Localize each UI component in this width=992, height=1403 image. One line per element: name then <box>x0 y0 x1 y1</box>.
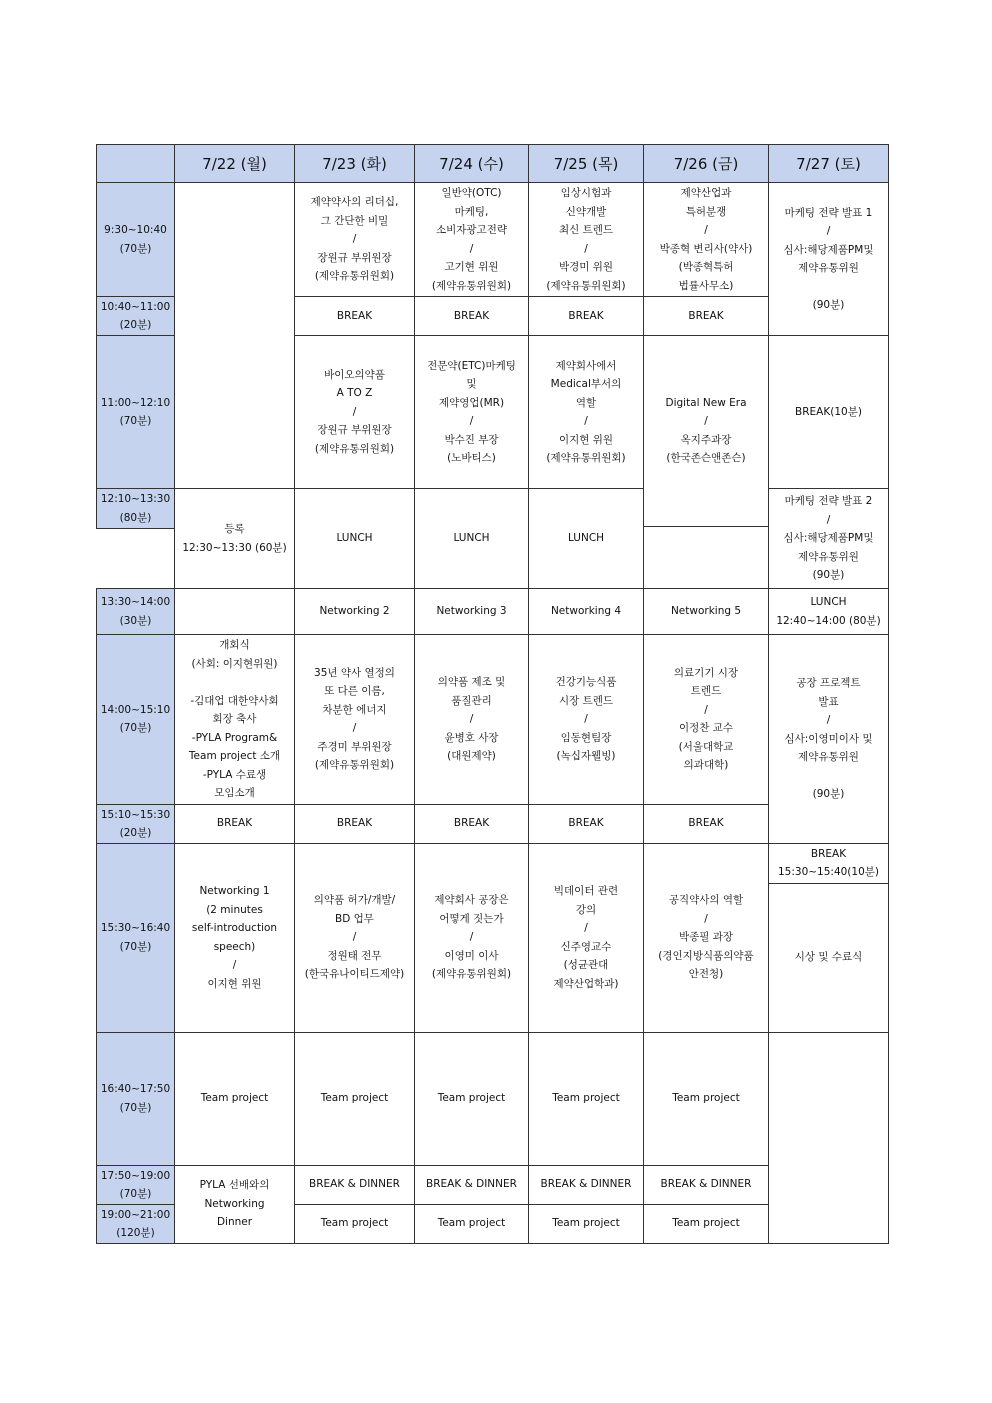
tue-session-1-line: (제약유통위원회) <box>314 270 395 283</box>
sat-session-1-line: / <box>826 225 831 237</box>
thu-session-4-line: 신주영교수 <box>560 940 612 953</box>
sat-lunch-line: 12:40~14:00 (80분) <box>776 614 881 627</box>
wed-session-2-line: 박수진 부장 <box>444 433 499 446</box>
time-slot-1900-line: 19:00~21:00 <box>100 1208 171 1221</box>
tue-session-3-line: / <box>352 722 357 735</box>
time-slot-0930-line: (70분) <box>119 242 152 255</box>
sat-session-1-line <box>771 278 886 297</box>
time-slot-1750-line: (70분) <box>119 1187 152 1200</box>
tue-lunch-line: LUNCH <box>336 532 373 545</box>
tue-session-3-line: 35년 약사 열정의 <box>314 666 395 679</box>
tue-networking-line: Networking 2 <box>319 605 390 618</box>
time-slot-1510-line: 15:10~15:30 <box>100 808 171 821</box>
thu-session-1-line: (제약유통위원회) <box>546 279 626 292</box>
mon-opening-ceremony-line: 회장 축사 <box>212 713 257 725</box>
wed-break-2 <box>415 804 529 843</box>
time-slot-1330-line: (30분) <box>119 614 152 627</box>
fri-session-3-line: (서울대학교 <box>678 740 734 753</box>
mon-networking-1-line: / <box>232 959 237 971</box>
tue-dinner-line: BREAK & DINNER <box>309 1178 400 1191</box>
tue-session-3-line: 또 다른 이름, <box>324 685 385 698</box>
tue-networking <box>295 589 415 635</box>
thu-networking-line: Networking 4 <box>550 605 622 618</box>
thu-session-2-line: / <box>584 415 588 427</box>
mon-opening-ceremony-line <box>177 673 292 692</box>
fri-session-3 <box>644 635 769 805</box>
wed-session-2-line: 및 <box>466 378 477 390</box>
sat-session-1-line: 마케팅 전략 발표 1 <box>784 206 873 219</box>
wed-session-3 <box>415 635 529 805</box>
fri-team-project-evening <box>644 1204 769 1243</box>
thu-team-project-evening-line: Team project <box>552 1217 620 1230</box>
thu-team-project <box>529 1032 644 1165</box>
wed-session-4-line: 어떻게 짓는가 <box>439 912 504 925</box>
sat-session-2 <box>769 489 889 589</box>
fri-session-2-line: (한국존슨앤존슨) <box>666 452 746 465</box>
time-slot-1530-line: (70분) <box>119 940 152 953</box>
mon-networking-dinner-line: Networking <box>204 1197 265 1210</box>
time-slot-1040-line: (20분) <box>119 319 152 331</box>
mon-networking-dinner-line: Dinner <box>216 1216 253 1229</box>
tue-session-2-line: A TO Z <box>336 387 373 400</box>
tue-team-project-evening-line: Team project <box>320 1217 389 1230</box>
tue-session-3-line: 차분한 에너지 <box>322 703 387 716</box>
fri-break-1 <box>644 297 769 336</box>
mon-team-project <box>175 1032 295 1165</box>
thu-session-4-line: (성균관대 <box>563 959 609 971</box>
mon-registration-line: 등록 <box>224 523 245 535</box>
thu-lunch-line: LUNCH <box>567 532 605 545</box>
thu-session-2-line: 역할 <box>575 396 597 409</box>
wed-lunch-line: LUNCH <box>453 532 490 545</box>
sat-break-1-line: BREAK(10분) <box>795 405 862 418</box>
mon-break-line: BREAK <box>216 817 253 830</box>
sat-session-3-line: 발표 <box>818 695 839 708</box>
day-header-sat: 7/27 (토) <box>769 145 889 183</box>
tue-team-project-line: Team project <box>320 1092 389 1105</box>
thu-session-2-line: 이지현 위원 <box>558 433 614 446</box>
tue-session-2-line: 바이오의약품 <box>324 368 385 381</box>
thu-session-4-line: 강의 <box>575 903 597 916</box>
thu-dinner <box>529 1165 644 1204</box>
tue-session-4-line: / <box>352 931 357 944</box>
thu-session-2 <box>529 336 644 489</box>
wed-session-2-line: 제약영업(MR) <box>438 396 505 409</box>
thu-lunch <box>529 489 644 589</box>
mon-opening-ceremony-line: Team project 소개 <box>188 750 281 762</box>
mon-networking-dinner-line: PYLA 선배와의 <box>199 1179 270 1192</box>
mon-opening-ceremony-line: -PYLA 수료생 <box>202 768 267 781</box>
wed-session-3-line: (대원제약) <box>447 750 496 762</box>
thu-break-1 <box>529 297 644 336</box>
fri-break-1-line: BREAK <box>688 309 724 322</box>
wed-session-4-line: (제약유통위원회) <box>431 968 512 981</box>
tue-lunch <box>295 489 415 589</box>
time-slot-1640-line: 16:40~17:50 <box>100 1083 171 1095</box>
wed-dinner-line: BREAK & DINNER <box>426 1178 517 1191</box>
fri-break-2 <box>644 804 769 843</box>
sat-break-2 <box>769 843 889 883</box>
wed-break-1-line: BREAK <box>453 309 490 322</box>
sat-empty-evening <box>769 1032 889 1243</box>
sat-lunch-line: LUNCH <box>810 596 847 608</box>
wed-session-1-line: 고기현 위원 <box>444 261 499 273</box>
sat-session-1-line: (90분) <box>812 299 845 311</box>
sat-break-2-line: 15:30~15:40(10분) <box>777 866 879 878</box>
fri-session-4-line: (경인지방식품의약품 <box>658 949 754 962</box>
thu-session-3-line: / <box>584 713 588 725</box>
wed-session-2-line: 전문약(ETC)마케팅 <box>427 359 516 372</box>
sat-closing-ceremony <box>769 883 889 1032</box>
sat-break-2-line: BREAK <box>810 847 847 860</box>
time-slot-1330-line: 13:30~14:00 <box>100 596 171 608</box>
thu-session-3-line: 임동현팀장 <box>560 731 612 744</box>
day-header-wed: 7/24 (수) <box>415 145 529 183</box>
mon-opening-ceremony-line: 모임소개 <box>214 787 255 799</box>
time-slot-1400-line: 14:00~15:10 <box>100 703 171 716</box>
sat-session-3-line: 심사:이영미이사 및 <box>784 732 873 745</box>
time-slot-0930-line: 9:30~10:40 <box>104 224 167 236</box>
time-slot-1040-line: 10:40~11:00 <box>100 301 171 313</box>
mon-team-project-line: Team project <box>200 1092 269 1105</box>
wed-session-3-line: 의약품 제조 및 <box>437 676 506 688</box>
tue-session-4-line: BD 업무 <box>335 912 374 925</box>
fri-team-project-evening-line: Team project <box>672 1217 740 1230</box>
time-slot-1040 <box>97 297 175 336</box>
day-header-mon: 7/22 (월) <box>175 145 295 183</box>
time-slot-1510-line: (20분) <box>119 826 152 839</box>
tue-session-1-line: 그 간단한 비밀 <box>320 214 389 227</box>
thu-team-project-evening <box>529 1204 644 1243</box>
sat-break-1 <box>769 336 889 489</box>
thu-session-3-line: 건강기능식품 <box>555 676 617 688</box>
thu-session-4-line: 빅데이터 관련 <box>553 885 619 897</box>
day-header-fri: 7/26 (금) <box>644 145 769 183</box>
mon-networking-1-line: self-introduction <box>191 922 278 934</box>
thu-break-2 <box>529 804 644 843</box>
wed-session-3-line: 윤병호 사장 <box>444 731 499 744</box>
wed-break-1 <box>415 297 529 336</box>
fri-session-4-line: 공직약사의 역할 <box>668 894 744 907</box>
time-slot-1750-line: 17:50~19:00 <box>100 1169 171 1182</box>
wed-session-4-line: 이영미 이사 <box>444 949 499 962</box>
tue-session-4-line: (한국유나이티드제약) <box>304 968 405 981</box>
tue-session-4 <box>295 843 415 1032</box>
mon-networking-1-line: speech) <box>213 940 256 953</box>
mon-opening-ceremony <box>175 635 295 805</box>
thu-break-2-line: BREAK <box>568 817 604 830</box>
time-slot-1400-line: (70분) <box>119 722 152 735</box>
thu-session-1-line: 박경미 위원 <box>558 261 614 273</box>
wed-session-1-line: (제약유통위원회) <box>431 279 512 292</box>
thu-session-1-line: 최신 트렌드 <box>558 224 614 236</box>
sat-session-2-line: 심사:해당제품PM및 <box>783 532 874 545</box>
sat-session-2-line: / <box>826 513 831 526</box>
thu-session-2-line: Medical부서의 <box>550 378 622 390</box>
wed-lunch <box>415 489 529 589</box>
sat-session-3-line <box>771 767 886 786</box>
tue-session-2-line: 장원규 부위원장 <box>317 424 392 437</box>
fri-session-3-line: 트렌드 <box>690 685 722 698</box>
tue-session-3 <box>295 635 415 805</box>
mon-networking-1-line: Networking 1 <box>199 885 270 897</box>
sat-session-1-line: 제약유통위원 <box>798 262 859 274</box>
mon-opening-ceremony-line: -김대업 대한약사회 <box>190 694 279 707</box>
fri-session-4 <box>644 843 769 1032</box>
sat-closing-ceremony-line: 시상 및 수료식 <box>794 951 863 964</box>
mon-opening-ceremony-line: 개회식 <box>219 639 250 651</box>
fri-dinner-line: BREAK & DINNER <box>660 1178 752 1191</box>
thu-session-1-line: / <box>584 242 588 255</box>
fri-session-1-line: 박종혁 변리사(약사) <box>659 242 753 255</box>
time-slot-1900-line: (120분) <box>116 1226 155 1239</box>
sat-session-3-line: 공장 프로젝트 <box>796 677 861 689</box>
sat-session-3 <box>769 635 889 844</box>
thu-session-1-line: 임상시험과 <box>560 187 612 199</box>
thu-break-1-line: BREAK <box>568 309 604 322</box>
time-slot-0930 <box>97 183 175 297</box>
mon-opening-ceremony-line: -PYLA Program& <box>191 731 278 744</box>
tue-break-2 <box>295 804 415 843</box>
day-header-thu: 7/25 (목) <box>529 145 644 183</box>
mon-empty-morning <box>175 183 295 489</box>
fri-session-4-line: 안전청) <box>688 968 724 981</box>
mon-networking-1-line: (2 minutes <box>206 903 263 916</box>
mon-break <box>175 804 295 843</box>
fri-break-2-line: BREAK <box>688 817 724 830</box>
mon-empty-1330 <box>175 589 295 635</box>
wed-break-2-line: BREAK <box>453 817 490 830</box>
fri-session-4-line: 박종필 과장 <box>678 931 734 944</box>
wed-session-4-line: 제약회사 공장은 <box>434 894 509 907</box>
tue-session-1-line: 제약약사의 리더십, <box>310 196 399 209</box>
fri-session-1 <box>644 183 769 297</box>
tue-session-1-line: / <box>352 233 357 246</box>
thu-team-project-line: Team project <box>552 1092 620 1105</box>
fri-session-3-line: 이정찬 교수 <box>678 722 734 735</box>
day-header-tue: 7/23 (화) <box>295 145 415 183</box>
fri-session-2-line: 옥지주과장 <box>680 433 732 446</box>
tue-team-project-evening <box>295 1204 415 1243</box>
time-slot-1640 <box>97 1032 175 1165</box>
wed-session-3-line: 품질관리 <box>451 694 492 707</box>
time-slot-1510 <box>97 804 175 843</box>
sat-lunch <box>769 589 889 635</box>
schedule-table <box>96 144 889 1244</box>
sat-session-3-line: 제약유통위원 <box>798 751 859 763</box>
thu-session-2-line: (제약유통위원회) <box>546 452 626 464</box>
thu-session-4-line: / <box>584 922 588 934</box>
fri-team-project <box>644 1032 769 1165</box>
sat-session-2-line: (90분) <box>812 569 845 582</box>
time-slot-1530 <box>97 843 175 1032</box>
wed-session-1 <box>415 183 529 297</box>
wed-networking <box>415 589 529 635</box>
tue-session-4-line: 의약품 허가/개발/ <box>313 894 396 907</box>
mon-networking-dinner <box>175 1165 295 1243</box>
wed-session-2 <box>415 336 529 489</box>
time-slot-1100 <box>97 336 175 489</box>
fri-networking <box>644 589 769 635</box>
sat-session-1 <box>769 183 889 336</box>
wed-session-3-line: / <box>469 713 474 725</box>
thu-networking <box>529 589 644 635</box>
wed-session-1-line: 일반약(OTC) <box>441 187 502 199</box>
wed-session-2-line: / <box>469 415 474 427</box>
time-slot-1210-line: 12:10~13:30 <box>100 493 171 505</box>
fri-session-1-line: / <box>704 224 708 236</box>
time-slot-1100-line: (70분) <box>119 415 152 427</box>
time-slot-1210 <box>97 489 175 529</box>
thu-session-3-line: (녹십자웰빙) <box>556 750 616 762</box>
tue-break-2-line: BREAK <box>336 817 373 830</box>
tue-team-project <box>295 1032 415 1165</box>
time-slot-1210-line: (80분) <box>119 511 152 524</box>
tue-session-4-line: 정원태 전무 <box>327 949 382 962</box>
time-slot-1530-line: 15:30~16:40 <box>100 922 171 934</box>
tue-session-3-line: 주경미 부위원장 <box>317 740 392 753</box>
sat-session-2-line: 제약유통위원 <box>798 550 859 563</box>
thu-session-2-line: 제약회사에서 <box>555 359 617 372</box>
fri-session-3-line: 의과대학) <box>683 759 729 772</box>
thu-session-1-line: 신약개발 <box>565 205 607 218</box>
sat-session-2-line: 마케팅 전략 발표 2 <box>784 495 873 508</box>
wed-session-1-line: 마케팅, <box>454 205 489 218</box>
mon-registration <box>175 489 295 589</box>
time-slot-1900 <box>97 1204 175 1243</box>
mon-networking-1 <box>175 843 295 1032</box>
time-slot-1400 <box>97 635 175 805</box>
wed-team-project <box>415 1032 529 1165</box>
fri-team-project-line: Team project <box>672 1092 740 1105</box>
fri-session-1-line: (박종혁특허 <box>678 261 734 273</box>
wed-team-project-evening <box>415 1204 529 1243</box>
fri-dinner <box>644 1165 769 1204</box>
tue-session-2-line: (제약유통위원회) <box>314 442 395 455</box>
fri-session-2-line: / <box>704 415 708 428</box>
fri-session-4-line: / <box>704 912 708 925</box>
time-slot-1330 <box>97 589 175 635</box>
header-corner <box>97 145 175 183</box>
fri-networking-line: Networking 5 <box>670 605 742 618</box>
tue-session-3-line: (제약유통위원회) <box>314 759 395 772</box>
tue-session-2-line: / <box>352 405 357 418</box>
wed-dinner <box>415 1165 529 1204</box>
thu-session-1 <box>529 183 644 297</box>
fri-session-2-line: Digital New Era <box>665 396 747 409</box>
sat-session-3-line: (90분) <box>812 788 845 800</box>
fri-session-2 <box>644 336 769 527</box>
wed-networking-line: Networking 3 <box>436 605 507 618</box>
thu-session-3-line: 시장 트렌드 <box>558 694 614 707</box>
time-slot-1750 <box>97 1165 175 1204</box>
time-slot-1640-line: (70분) <box>119 1101 152 1114</box>
time-slot-1100-line: 11:00~12:10 <box>100 396 171 409</box>
mon-opening-ceremony-line: (사회: 이지현위원) <box>191 657 278 670</box>
wed-session-2-line: (노바티스) <box>447 452 496 464</box>
thu-session-3 <box>529 635 644 805</box>
wed-session-4 <box>415 843 529 1032</box>
thu-session-4 <box>529 843 644 1032</box>
wed-session-4-line: / <box>469 931 474 944</box>
fri-session-1-line: 제약산업과 <box>680 187 732 199</box>
tue-session-1-line: 장원규 부위원장 <box>317 251 392 264</box>
tue-dinner <box>295 1165 415 1204</box>
wed-team-project-evening-line: Team project <box>437 1217 506 1230</box>
fri-session-3-line: / <box>704 703 708 716</box>
thu-session-4-line: 제약산업학과) <box>553 977 619 990</box>
wed-session-1-line: / <box>469 242 474 255</box>
fri-session-1-line: 법률사무소) <box>678 279 734 292</box>
wed-session-1-line: 소비자광고전략 <box>435 224 507 236</box>
sat-session-1-line: 심사:해당제품PM및 <box>783 243 874 256</box>
fri-session-3-line: 의료기기 시장 <box>673 666 739 679</box>
sat-session-3-line: / <box>826 714 831 726</box>
tue-break-1 <box>295 297 415 336</box>
mon-networking-1-line: 이지현 위원 <box>207 977 262 990</box>
tue-session-2 <box>295 336 415 489</box>
fri-session-1-line: 특허분쟁 <box>685 205 727 218</box>
wed-team-project-line: Team project <box>437 1092 506 1105</box>
mon-registration-line: 12:30~13:30 (60분) <box>182 541 287 554</box>
tue-session-1 <box>295 183 415 297</box>
tue-break-1-line: BREAK <box>336 309 373 322</box>
thu-dinner-line: BREAK & DINNER <box>540 1178 632 1191</box>
